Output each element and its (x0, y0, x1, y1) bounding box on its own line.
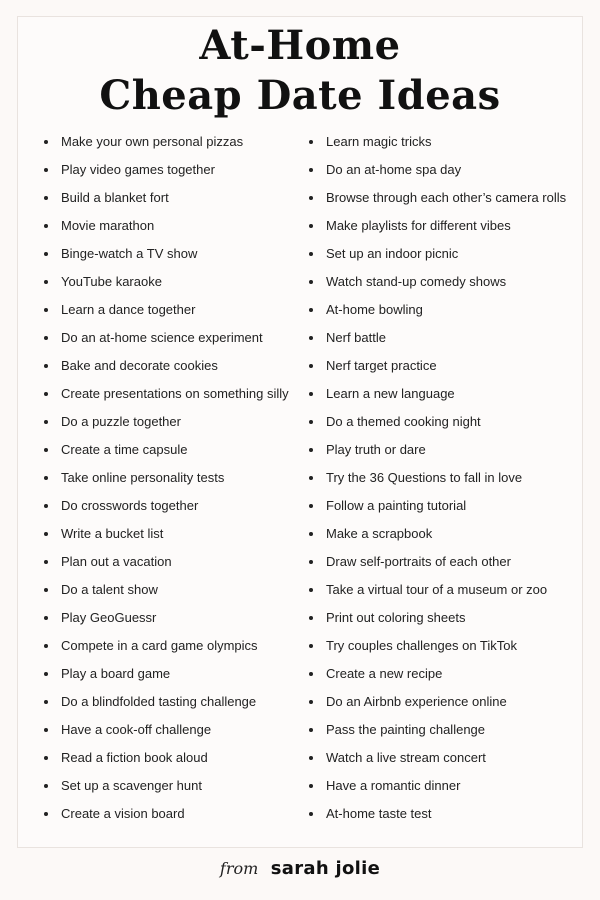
list-item-text: Play video games together (61, 162, 215, 177)
bullet-icon (44, 784, 48, 788)
bullet-icon (309, 168, 313, 172)
list-item-text: YouTube karaoke (61, 274, 162, 289)
list-item (309, 408, 581, 436)
bullet-icon (44, 728, 48, 732)
bullet-icon (44, 196, 48, 200)
bullet-icon (44, 700, 48, 704)
bullet-icon (44, 364, 48, 368)
list-item-text: Do a blindfolded tasting challenge (61, 694, 257, 709)
bullet-icon (309, 420, 313, 424)
page-title-line-1: At-Home (199, 22, 401, 69)
bullet-icon (309, 364, 313, 368)
list-item (44, 436, 294, 464)
list-item (44, 184, 294, 212)
footer-signature (0, 858, 600, 879)
list-item (309, 716, 581, 744)
list-item-text: Binge-watch a TV show (61, 246, 198, 261)
list-item (44, 688, 294, 716)
list-item (44, 324, 294, 352)
list-item-text: Pass the painting challenge (326, 722, 486, 737)
list-item-text: Watch stand-up comedy shows (326, 274, 507, 289)
bullet-icon (44, 588, 48, 592)
list-item (44, 548, 294, 576)
list-item-text: Do an at-home spa day (326, 162, 462, 177)
bullet-icon (309, 336, 313, 340)
list-item-text: Take a virtual tour of a museum or zoo (326, 582, 548, 597)
list-item-text: Print out coloring sheets (326, 610, 466, 625)
footer-from-text: from (219, 859, 259, 878)
bullet-icon (309, 504, 313, 508)
list-item (309, 688, 581, 716)
list-item-text: Do crosswords together (61, 498, 199, 513)
list-item (309, 296, 581, 324)
list-item (44, 296, 294, 324)
list-item (44, 408, 294, 436)
list-item (44, 492, 294, 520)
list-item-text: Watch a live stream concert (326, 750, 486, 765)
list-item-text: Compete in a card game olympics (61, 638, 258, 653)
list-item (44, 576, 294, 604)
list-item-text: Learn a new language (326, 386, 455, 401)
bullet-icon (44, 224, 48, 228)
bullet-icon (44, 308, 48, 312)
list-item (44, 240, 294, 268)
list-item (44, 632, 294, 660)
list-item (44, 268, 294, 296)
bullet-icon (309, 448, 313, 452)
bullet-icon (44, 448, 48, 452)
list-item (309, 436, 581, 464)
list-item (309, 800, 581, 828)
list-item (309, 324, 581, 352)
list-item-text: Do an Airbnb experience online (326, 694, 507, 709)
bullet-icon (44, 672, 48, 676)
bullet-icon (309, 308, 313, 312)
bullet-icon (309, 224, 313, 228)
list-item-text: Make your own personal pizzas (61, 134, 244, 149)
bullet-icon (309, 812, 313, 816)
list-item (44, 464, 294, 492)
bullet-icon (309, 532, 313, 536)
list-item (44, 604, 294, 632)
list-item (44, 212, 294, 240)
bullet-icon (44, 392, 48, 396)
list-item (44, 352, 294, 380)
list-item-text: Draw self-portraits of each other (326, 554, 511, 569)
list-item (309, 744, 581, 772)
list-item-text: Make playlists for different vibes (326, 218, 511, 233)
list-item-text: Do a talent show (61, 582, 158, 597)
list-item (309, 576, 581, 604)
list-item-text: Play a board game (61, 666, 171, 681)
ideas-list-right (309, 128, 581, 828)
footer-brand-name: sarah jolie (270, 858, 381, 879)
list-item-text: Set up an indoor picnic (326, 246, 459, 261)
list-item (309, 128, 581, 156)
bullet-icon (44, 140, 48, 144)
bullet-icon (44, 812, 48, 816)
list-item-text: Make a scrapbook (326, 526, 433, 541)
bullet-icon (44, 756, 48, 760)
list-item (309, 520, 581, 548)
list-item-text: Learn a dance together (61, 302, 196, 317)
bullet-icon (44, 504, 48, 508)
bullet-icon (309, 476, 313, 480)
list-item (44, 772, 294, 800)
page-title-line-2: Cheap Date Ideas (99, 72, 501, 119)
bullet-icon (44, 560, 48, 564)
bullet-icon (44, 476, 48, 480)
list-item-text: Follow a painting tutorial (326, 498, 467, 513)
list-item (309, 660, 581, 688)
list-item-text: Write a bucket list (61, 526, 164, 541)
bullet-icon (309, 700, 313, 704)
list-item-text: Do a themed cooking night (326, 414, 481, 429)
list-item (309, 240, 581, 268)
list-item (44, 128, 294, 156)
list-item-text: Learn magic tricks (326, 134, 432, 149)
list-item (309, 604, 581, 632)
list-item-text: At-home taste test (326, 806, 432, 821)
bullet-icon (309, 728, 313, 732)
bullet-icon (309, 644, 313, 648)
list-item (309, 464, 581, 492)
list-item (309, 632, 581, 660)
bullet-icon (44, 420, 48, 424)
list-item-text: Bake and decorate cookies (61, 358, 218, 373)
list-item-text: Movie marathon (61, 218, 155, 233)
bullet-icon (44, 280, 48, 284)
list-item-text: Play truth or dare (326, 442, 426, 457)
list-item (44, 380, 294, 408)
list-item-text: Nerf target practice (326, 358, 437, 373)
bullet-icon (309, 672, 313, 676)
list-item-text: Browse through each other’s camera rolls (326, 190, 567, 205)
bullet-icon (309, 560, 313, 564)
list-item (309, 380, 581, 408)
list-item-text: Have a romantic dinner (326, 778, 461, 793)
list-item (44, 520, 294, 548)
list-item (309, 772, 581, 800)
bullet-icon (309, 616, 313, 620)
list-item-text: Play GeoGuessr (61, 610, 157, 625)
bullet-icon (44, 644, 48, 648)
bullet-icon (44, 336, 48, 340)
list-item (309, 548, 581, 576)
bullet-icon (309, 756, 313, 760)
list-item (44, 660, 294, 688)
list-item-text: Try couples challenges on TikTok (326, 638, 518, 653)
list-item-text: Take online personality tests (61, 470, 225, 485)
list-item (309, 156, 581, 184)
list-item-text: Create a vision board (61, 806, 185, 821)
list-item-text: Nerf battle (326, 330, 386, 345)
list-item (309, 184, 581, 212)
list-item (44, 744, 294, 772)
list-item (309, 212, 581, 240)
list-item-text: Build a blanket fort (61, 190, 169, 205)
bullet-icon (309, 140, 313, 144)
list-item-text: Read a fiction book aloud (61, 750, 208, 765)
bullet-icon (309, 588, 313, 592)
list-item (309, 352, 581, 380)
list-item-text: Do a puzzle together (61, 414, 181, 429)
list-item (44, 716, 294, 744)
list-item (309, 492, 581, 520)
list-item-text: Try the 36 Questions to fall in love (326, 470, 523, 485)
list-item-text: Plan out a vacation (61, 554, 172, 569)
bullet-icon (44, 252, 48, 256)
list-item-text: Have a cook-off challenge (61, 722, 212, 737)
list-item-text: Create presentations on something silly (61, 386, 289, 401)
list-item (44, 800, 294, 828)
list-item (44, 156, 294, 184)
list-item-text: At-home bowling (326, 302, 423, 317)
list-item (309, 268, 581, 296)
list-item-text: Set up a scavenger hunt (61, 778, 202, 793)
list-item-text: Do an at-home science experiment (61, 330, 263, 345)
ideas-list-left (44, 128, 294, 828)
bullet-icon (309, 252, 313, 256)
bullet-icon (44, 616, 48, 620)
bullet-icon (309, 392, 313, 396)
list-item-text: Create a time capsule (61, 442, 188, 457)
list-item-text: Create a new recipe (326, 666, 443, 681)
bullet-icon (44, 168, 48, 172)
bullet-icon (309, 280, 313, 284)
bullet-icon (309, 196, 313, 200)
bullet-icon (309, 784, 313, 788)
bullet-icon (44, 532, 48, 536)
